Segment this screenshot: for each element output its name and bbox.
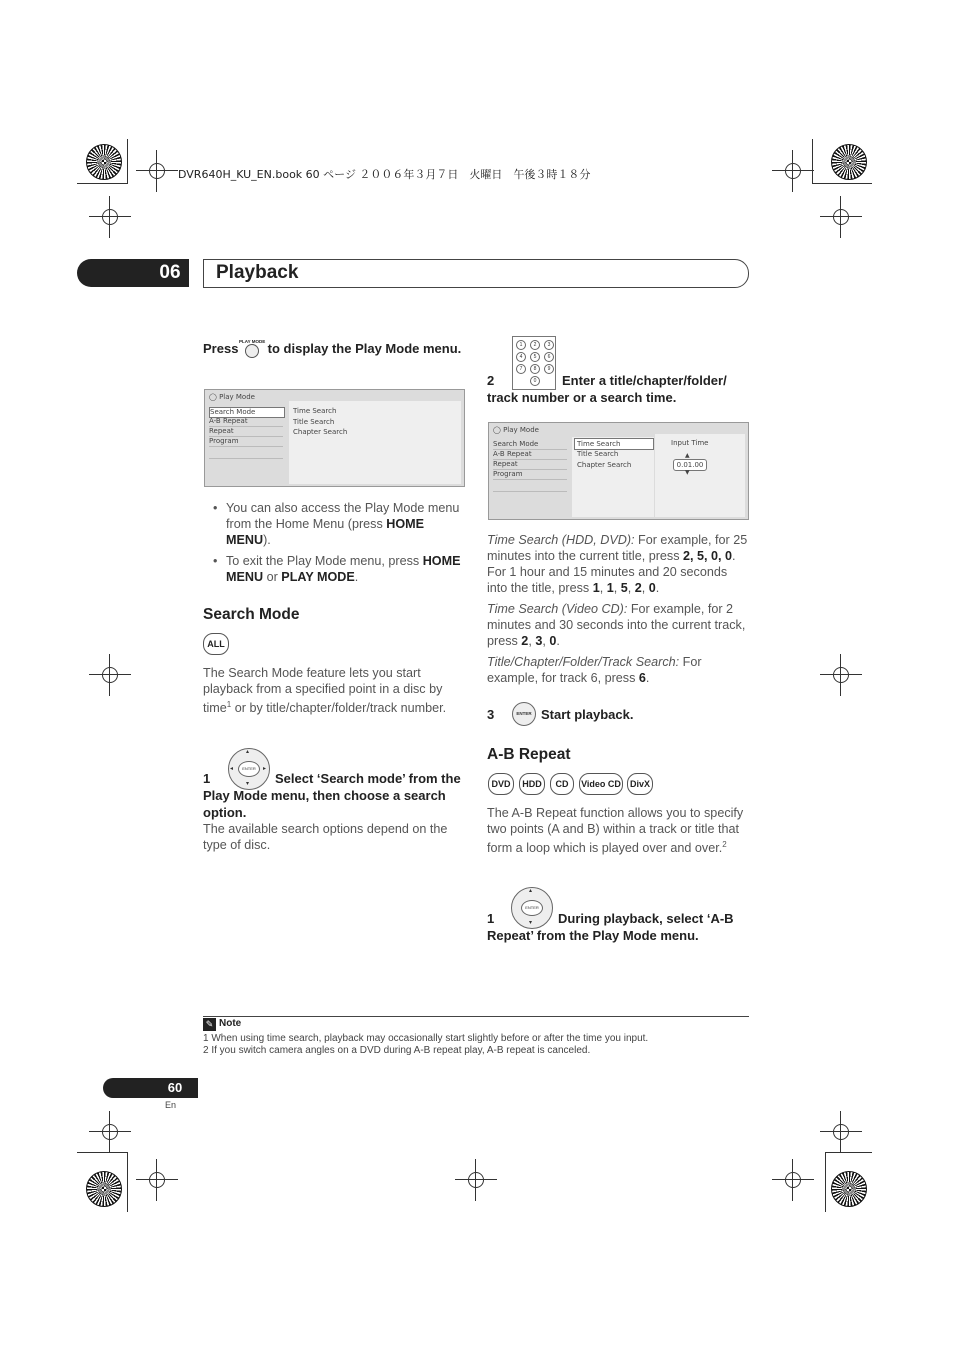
menu-item-ab-repeat: A-B Repeat [493, 450, 567, 460]
enter-joystick-icon: ENTER ▴ ▾ [511, 887, 553, 929]
note-icon: ✎ [203, 1018, 216, 1031]
play-mode-screen [204, 389, 465, 487]
keypad-key: 3 [544, 340, 554, 350]
step-2-text: Enter a title/chapter/folder/ track number or a search time. [487, 373, 727, 405]
registration-mark [830, 1121, 852, 1143]
menu-item-ab-repeat: A-B Repeat [209, 417, 283, 427]
up-arrow-icon: ▲ [685, 452, 690, 459]
page-lang: En [165, 1100, 177, 1110]
crop-line [825, 1152, 872, 1153]
divx-disc-badge: DivX [627, 773, 653, 795]
crop-line [127, 139, 128, 184]
time-search-hdd-dvd: Time Search (HDD, DVD): For example, for 25 minutes into the current title, press 2, 5, 0, 0. For 1 hour and 15 minutes and 20 seconds into the title, press 1, 1, 5, 2, 0. [487, 533, 748, 595]
menu-item-empty [493, 482, 567, 492]
keypad-key: 7 [516, 364, 526, 374]
bullet-home-menu: • You can also access the Play Mode menu from the Home Menu (press HOME MENU). [213, 501, 460, 547]
all-disc-badge: ALL [203, 633, 229, 655]
note-label: Note [219, 1018, 242, 1029]
option-chapter-search: Chapter Search [577, 461, 632, 469]
registration-starburst-br [831, 1171, 867, 1207]
down-arrow-icon: ▼ [685, 469, 690, 476]
keypad-key: 1 [516, 340, 526, 350]
track-search: Title/Chapter/Folder/Track Search: For example, for track 6, press 6. [487, 655, 702, 685]
option-title-search: Title Search [293, 418, 335, 426]
keypad-key: 6 [544, 352, 554, 362]
search-mode-body: The Search Mode feature lets you start playback from a specified point in a disc by time$^1$ or by title/chapter/folder/track number. [203, 666, 447, 716]
registration-mark [782, 160, 804, 182]
keypad-key: 2 [530, 340, 540, 350]
enter-joystick-icon: ENTER ▴ ▾ ◂ ▸ [228, 748, 270, 790]
print-header: DVR640H_KU_EN.book 60 ページ ２００６年３月７日 火曜日 午後３時１８分 [178, 168, 591, 181]
option-chapter-search: Chapter Search [293, 428, 348, 436]
registration-mark [465, 1169, 487, 1191]
menu-item-repeat: Repeat [209, 427, 283, 437]
crop-line [812, 183, 872, 184]
step-3-text: Start playback. [541, 707, 634, 722]
input-time-field[interactable]: 0.01.00 [673, 459, 707, 471]
play-mode-screen-time-search [488, 422, 749, 520]
registration-mark [146, 1169, 168, 1191]
option-time-search: Time Search [574, 438, 654, 450]
step-2-number: 2 [487, 373, 495, 388]
step-ab-1-text: During playback, select ‘A-B Repeat’ from the Play Mode menu. [487, 911, 734, 943]
menu-item-program: Program [493, 470, 567, 480]
registration-mark [782, 1169, 804, 1191]
step-3-number: 3 [487, 707, 495, 722]
menu-item-repeat: Repeat [493, 460, 567, 470]
crop-line [127, 1152, 128, 1212]
cd-disc-badge: CD [550, 773, 574, 795]
video-cd-disc-badge: Video CD [579, 773, 623, 795]
keypad-key: 5 [530, 352, 540, 362]
keypad-key: 8 [530, 364, 540, 374]
option-title-search: Title Search [577, 450, 619, 458]
ab-repeat-heading: A-B Repeat [487, 746, 571, 763]
screen-title: ◯ Play Mode [493, 426, 539, 434]
crop-line [77, 1152, 127, 1153]
registration-mark [99, 206, 121, 228]
ab-repeat-body: The A-B Repeat function allows you to specify two points (A and B) within a track or title that form a loop which is played over and over.$^2$ [487, 806, 744, 856]
input-time-label: Input Time [671, 439, 709, 447]
registration-mark [99, 1121, 121, 1143]
hdd-disc-badge: HDD [519, 773, 545, 795]
screen-title: ◯ Play Mode [209, 393, 255, 401]
registration-mark [830, 206, 852, 228]
step-1-body: The available search options depend on the type of disc. [203, 822, 448, 852]
registration-mark [99, 664, 121, 686]
time-search-vcd: Time Search (Video CD): For example, for 2 minutes and 30 seconds into the current track, press 2, 3, 0. [487, 602, 746, 648]
menu-item-search-mode: Search Mode [493, 440, 567, 450]
page-title: Playback [216, 262, 299, 283]
chapter-number: 06 [159, 262, 181, 283]
step-1-text: Select ‘Search mode’ from the Play Mode menu, then choose a search option. [203, 771, 461, 820]
registration-starburst-tl [86, 144, 122, 180]
crop-line [812, 139, 813, 184]
play-mode-button-icon: PLAY MODE [242, 342, 264, 356]
keypad-key: 4 [516, 352, 526, 362]
option-time-search: Time Search [293, 407, 337, 415]
page-number: 60 [167, 1080, 183, 1095]
step-ab-1-number: 1 [487, 911, 495, 926]
menu-item-empty [209, 449, 283, 459]
search-mode-heading: Search Mode [203, 606, 300, 623]
registration-starburst-tr [831, 144, 867, 180]
dvd-disc-badge: DVD [488, 773, 514, 795]
menu-item-search-mode: Search Mode [209, 407, 285, 418]
bullet-exit-menu: • To exit the Play Mode menu, press HOME MENU or PLAY MODE. [213, 554, 461, 584]
note-rule [203, 1016, 749, 1017]
step-1-number: 1 [203, 771, 211, 786]
menu-item-program: Program [209, 437, 283, 447]
keypad-key: 9 [544, 364, 554, 374]
footnote-2: 2 If you switch camera angles on a DVD during A-B repeat play, A-B repeat is canceled. [203, 1045, 591, 1056]
crop-line [825, 1152, 826, 1212]
registration-mark [830, 664, 852, 686]
registration-starburst-bl [86, 1171, 122, 1207]
step-press: Press PLAY MODE to display the Play Mode menu. [203, 339, 462, 356]
footnote-1: 1 When using time search, playback may occasionally start slightly before or after the time you input. [203, 1033, 649, 1044]
enter-button-icon: ENTER [512, 702, 536, 726]
registration-mark [146, 160, 168, 182]
keypad-key: 0 [530, 376, 540, 386]
crop-line [77, 183, 127, 184]
